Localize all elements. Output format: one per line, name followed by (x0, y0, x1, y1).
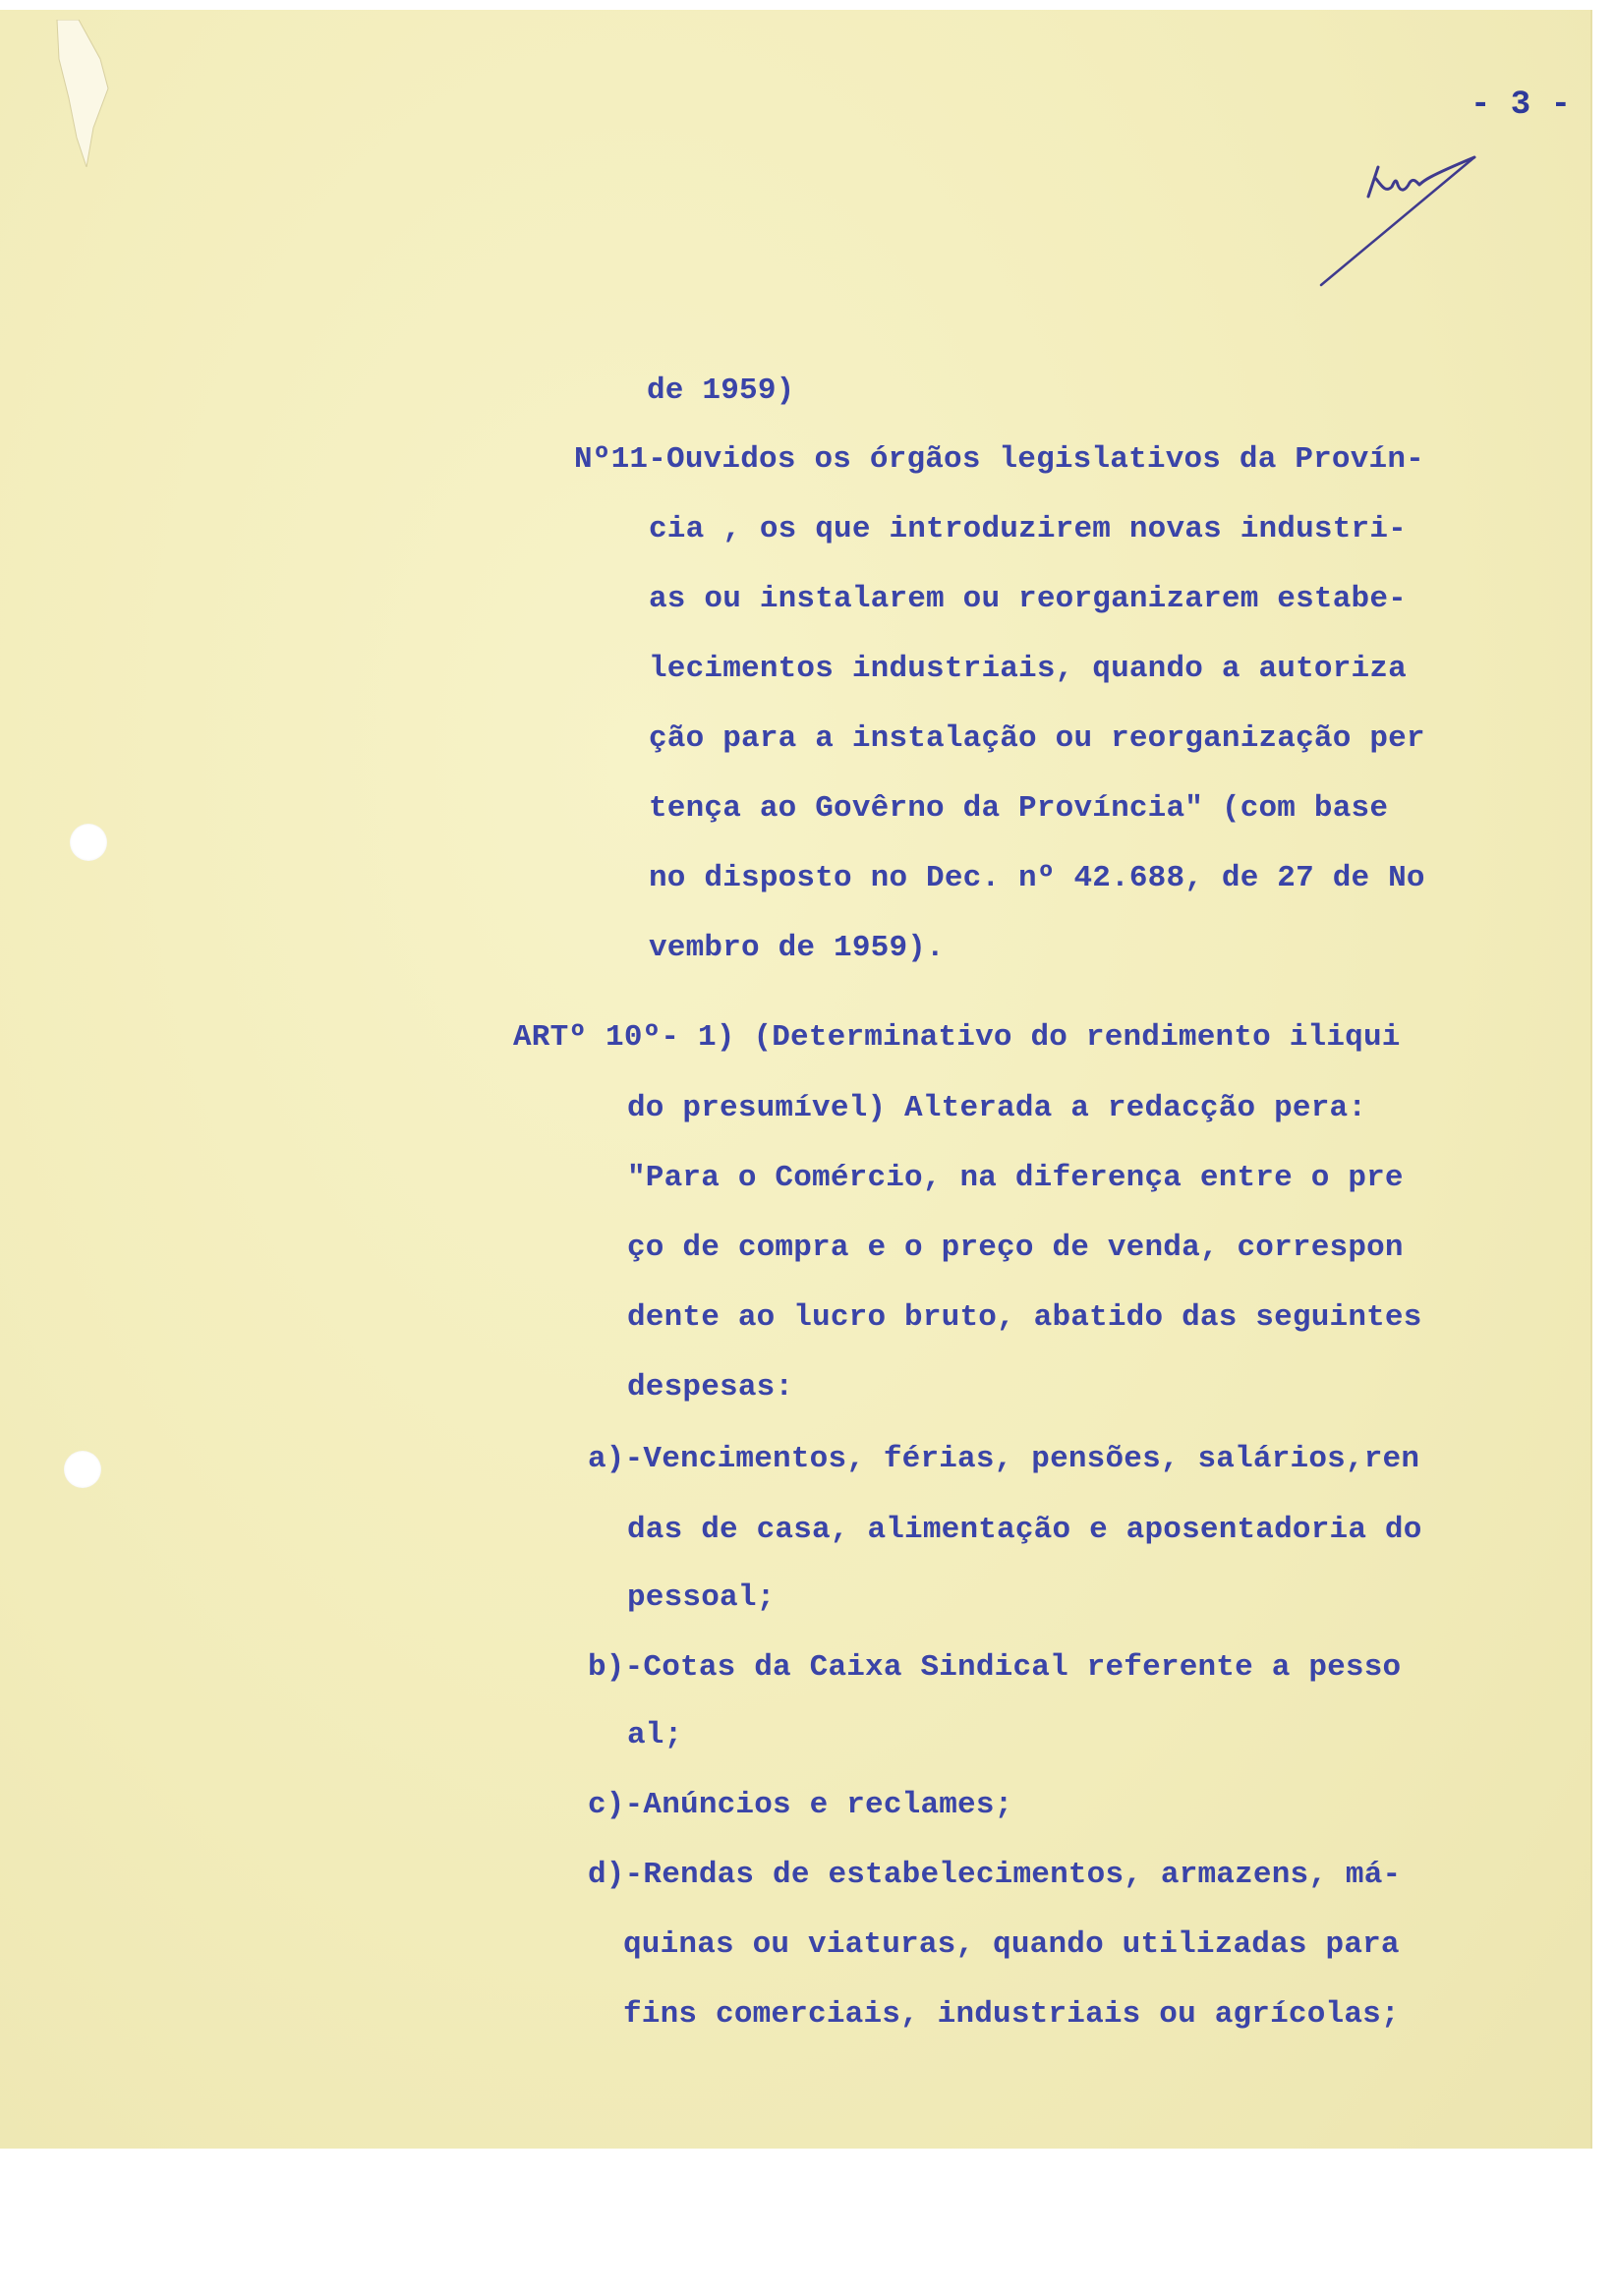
document-page (0, 10, 1592, 2149)
text-line-18: pessoal; (627, 1580, 776, 1615)
text-line-14: dente ao lucro bruto, abatido das seguintes (627, 1300, 1422, 1335)
torn-corner (39, 20, 118, 167)
text-line-2: Nº11-Ouvidos os órgãos legislativos da Provín- (574, 442, 1424, 477)
text-line-10: ARTº 10º- 1) (Determinativo do rendimento iliqui (513, 1020, 1401, 1055)
scan-background (0, 2149, 1615, 2296)
text-line-6: ção para a instalação ou reorganização per (649, 721, 1425, 756)
text-line-11: do presumível) Alterada a redacção pera: (627, 1091, 1367, 1125)
text-line-9: vembro de 1959). (649, 931, 945, 965)
text-line-24: fins comerciais, industriais ou agrícolas; (623, 1997, 1400, 2032)
text-line-7: tença ao Govêrno da Província" (com base (649, 791, 1389, 826)
text-line-22: d)-Rendas de estabelecimentos, armazens, má- (588, 1858, 1402, 1892)
text-line-15: despesas: (627, 1370, 794, 1405)
text-line-4: as ou instalarem ou reorganizarem estabe- (649, 582, 1407, 616)
text-line-16: a)-Vencimentos, férias, pensões, salários,ren (588, 1442, 1420, 1476)
text-line-19: b)-Cotas da Caixa Sindical referente a pesso (588, 1650, 1402, 1685)
text-line-13: ço de compra e o preço de venda, correspon (627, 1231, 1404, 1265)
page-number: - 3 - (1471, 86, 1572, 124)
text-line-23: quinas ou viaturas, quando utilizadas para (623, 1927, 1400, 1962)
text-line-3: cia , os que introduzirem novas industri- (649, 512, 1407, 546)
text-line-20: al; (627, 1718, 683, 1752)
text-line-21: c)-Anúncios e reclames; (588, 1788, 1013, 1822)
text-line-12: "Para o Comércio, na diferença entre o pre (627, 1161, 1404, 1195)
punch-hole-top (70, 824, 107, 861)
text-line-17: das de casa, alimentação e aposentadoria do (627, 1513, 1422, 1547)
punch-hole-bottom (64, 1451, 101, 1488)
text-line-8: no disposto no Dec. nº 42.688, de 27 de No (649, 861, 1425, 895)
text-line-5: lecimentos industriais, quando a autoriza (649, 652, 1407, 686)
handwritten-initials (1307, 128, 1504, 295)
text-line-1: de 1959) (647, 373, 795, 408)
